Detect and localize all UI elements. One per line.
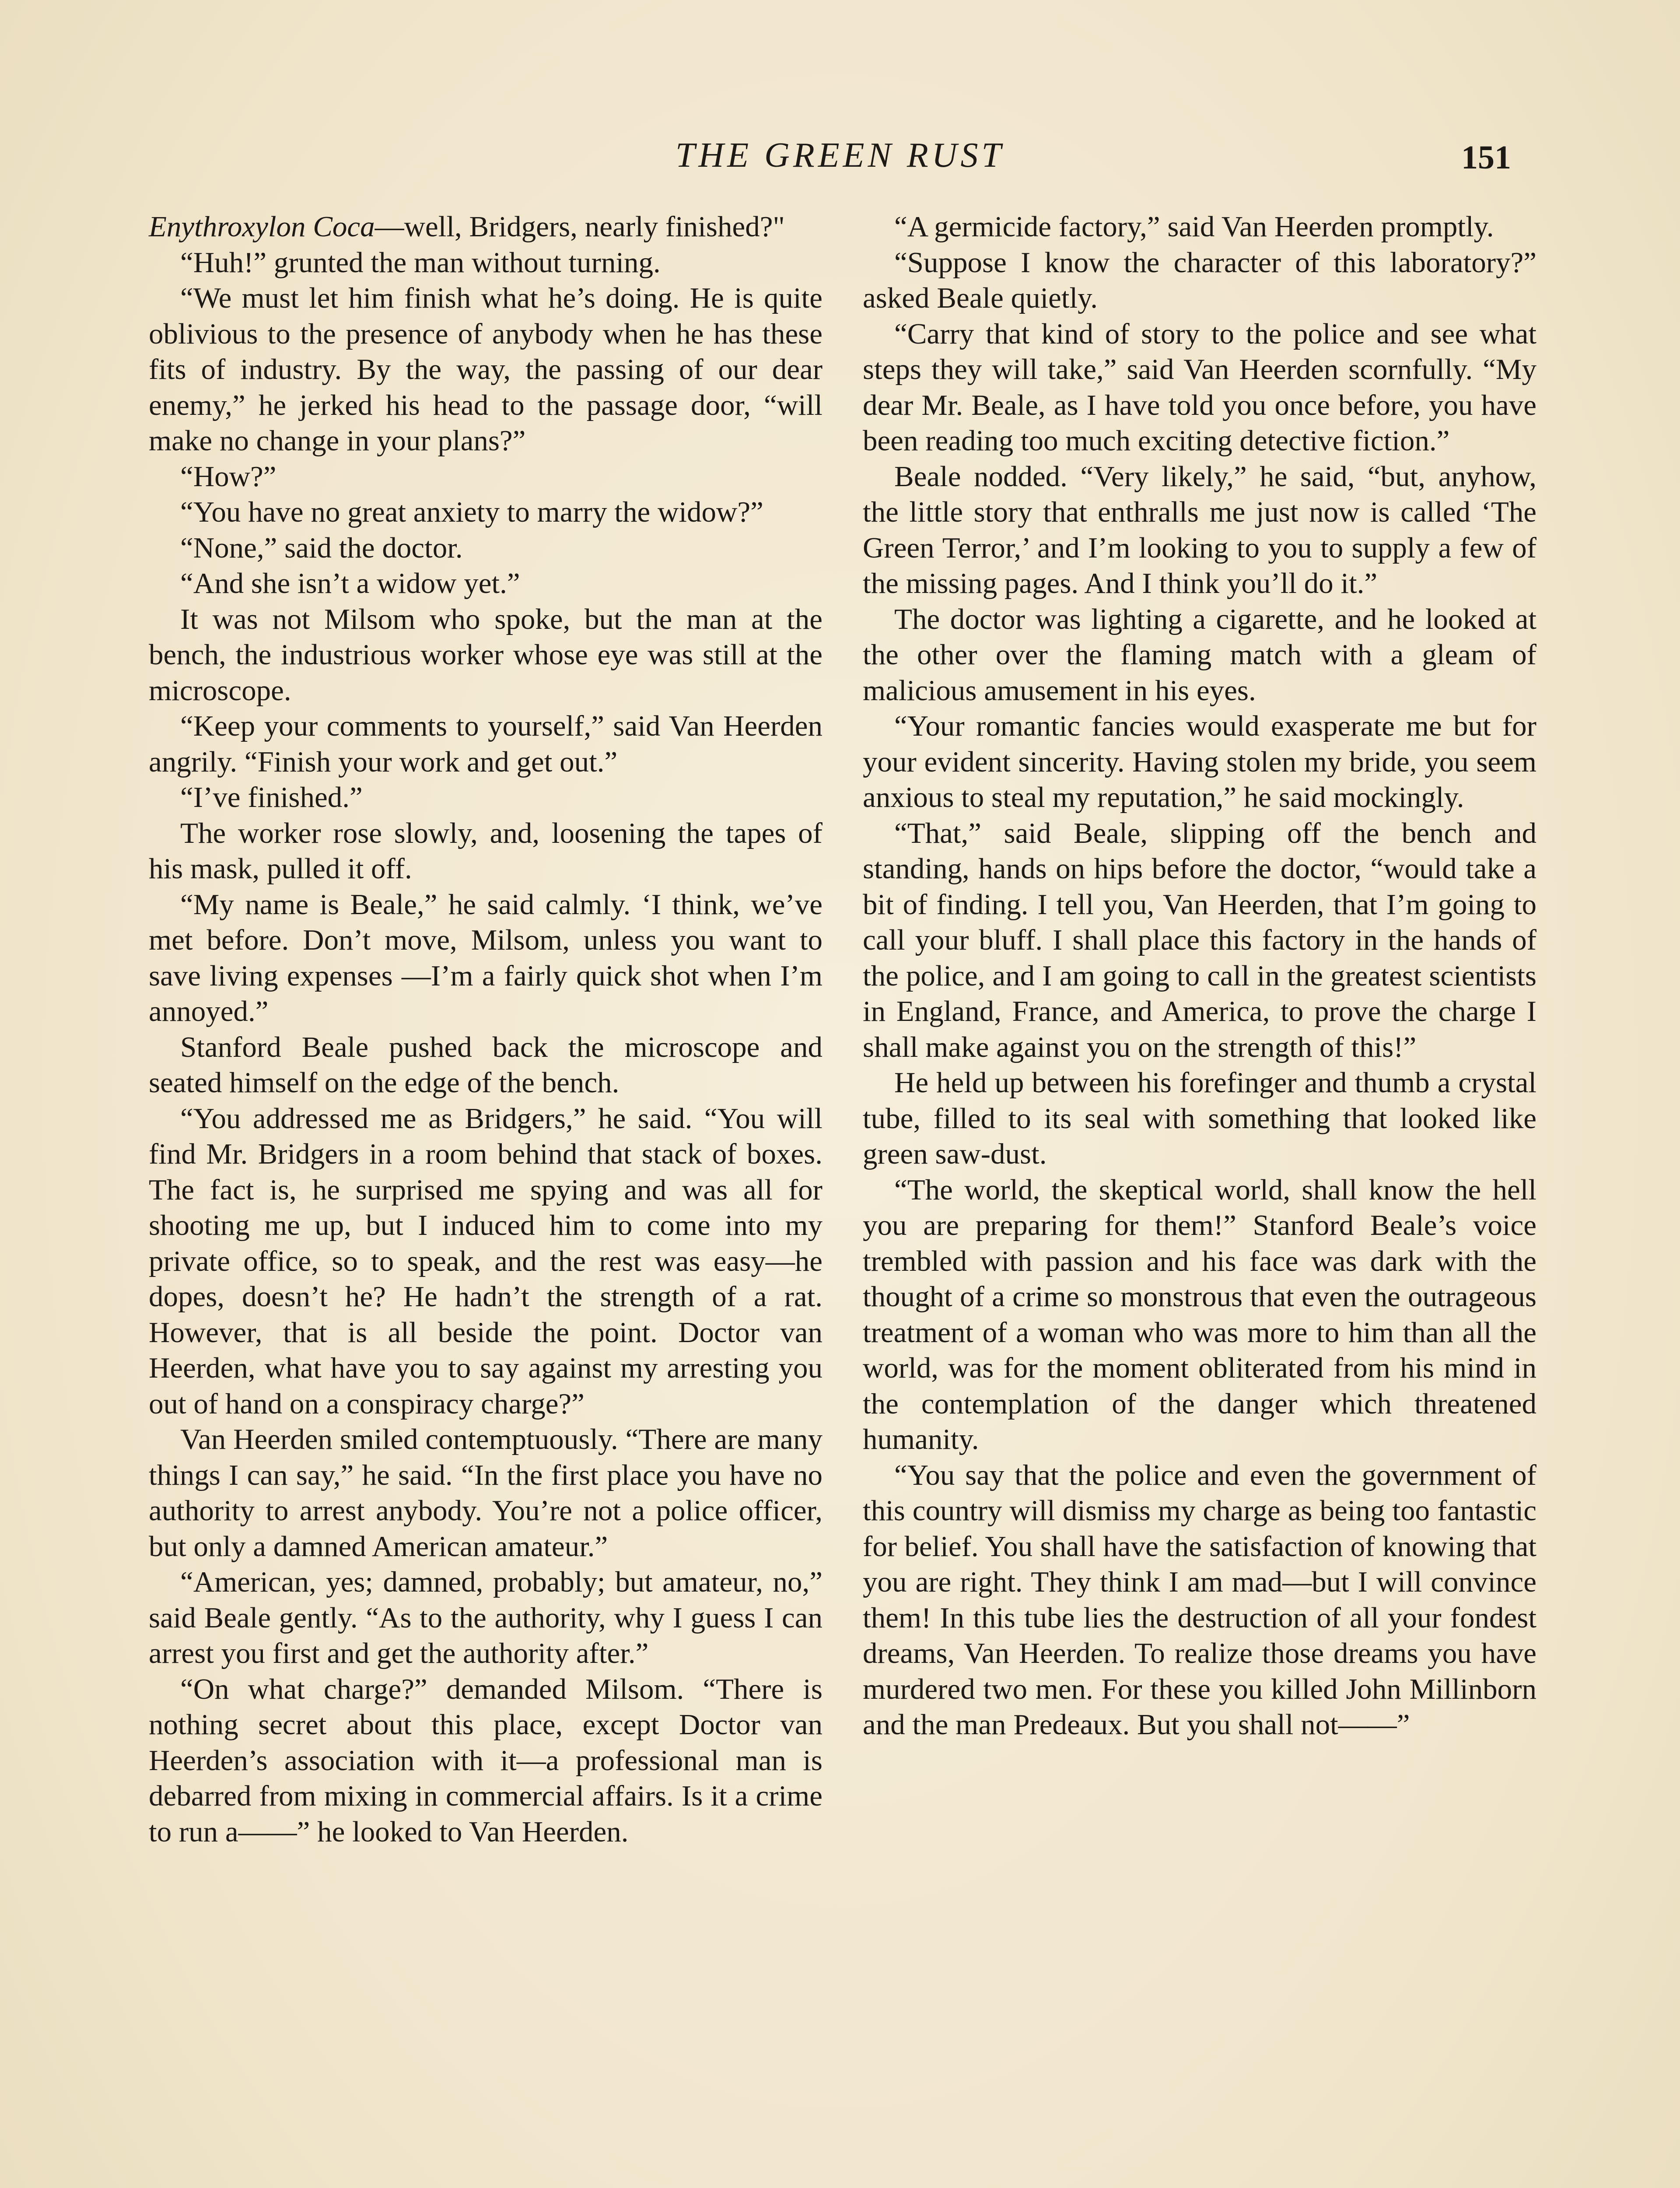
right-text-column [863, 209, 1536, 1743]
paragraph [149, 1672, 822, 1850]
paragraph [149, 209, 822, 245]
paragraph [863, 708, 1536, 816]
paragraph [149, 530, 822, 566]
paragraph-text: The worker rose slowly, and, loosening the tapes of his mask, pulled it off. [149, 817, 822, 885]
paragraph-text: “And she isn’t a widow yet.” [180, 567, 520, 600]
paragraph-text: Van Heerden smiled contemptuously. “There are many things I can say,” he said. “In the first place you have no authority to arrest anybody. You’re not a police officer, but only a damned American amateur.” [149, 1423, 822, 1563]
paragraph-text: “American, yes; damned, probably; but amateur, no,” said Beale gently. “As to the authority, why I guess I can arrest you first and get the authority after.” [149, 1566, 822, 1669]
paragraph-text: It was not Milsom who spoke, but the man at the bench, the industrious worker whose eye was still at the microscope. [149, 603, 822, 707]
paragraph-text: “The world, the skeptical world, shall know the hell you are preparing for them!” Stanford Beale’s voice trembled with passion and his face was dark with the thought of a crime so monstrous that even the outrageous treatment of a woman who was more to him than all the world, was for the moment obliterated from his mind in the contemplation of the danger which threatened humanity. [863, 1173, 1536, 1455]
paragraph [149, 566, 822, 602]
paragraph-text: “None,” said the doctor. [180, 531, 463, 564]
paragraph [863, 1065, 1536, 1172]
paragraph [863, 245, 1536, 316]
paragraph-text: “Huh!” grunted the man without turning. [180, 246, 661, 279]
paragraph-text: “A germicide factory,” said Van Heerden promptly. [894, 210, 1494, 243]
paragraph-text: “Keep your comments to yourself,” said Van Heerden angrily. “Finish your work and get out.” [149, 710, 822, 778]
paragraph [149, 1564, 822, 1672]
paragraph-text: “Carry that kind of story to the police and see what steps they will take,” said Van Heerden scornfully. “My dear Mr. Beale, as I have told you once before, you have been reading too much exciting detective fiction.” [863, 317, 1536, 457]
paragraph-text: “That,” said Beale, slipping off the bench and standing, hands on hips before the doctor, “would take a bit of finding. I tell you, Van Heerden, that I’m going to call your bluff. I shall place this factory in the hands of the police, and I am going to call in the greatest scientists in England, France, and America, to prove the charge I shall make against you on the strength of this!” [863, 817, 1536, 1063]
paragraph [149, 245, 822, 281]
running-title: THE GREEN RUST [676, 136, 1004, 175]
paragraph [149, 887, 822, 1030]
paragraph [149, 1030, 822, 1101]
page-number: 151 [1461, 139, 1511, 176]
paragraph [863, 316, 1536, 459]
paragraph-text: He held up between his forefinger and thumb a crystal tube, filled to its seal with something that looked like green saw-dust. [863, 1066, 1536, 1170]
paragraph-text: “You addressed me as Bridgers,” he said. “You will find Mr. Bridgers in a room behind that stack of boxes. The fact is, he surprised me spying and was all for shooting me up, but I induced him to come into my private office, so to speak, and the rest was easy—he dopes, doesn’t he? He hadn’t the strength of a rat. However, that is all beside the point. Doctor van Heerden, what have you to say against my arresting you out of hand on a conspiracy charge?” [149, 1102, 822, 1420]
paragraph [149, 1101, 822, 1422]
paragraph-text: “On what charge?” demanded Milsom. “There is nothing secret about this place, except Doctor van Heerden’s association with it—a professional man is debarred from mixing in commercial affairs. Is it a crime to run a——” he looked to Van Heerden. [149, 1673, 822, 1848]
paragraph [863, 816, 1536, 1066]
paragraph [149, 708, 822, 780]
paragraph-text: “I’ve finished.” [180, 781, 363, 813]
paragraph-text: —well, Bridgers, nearly finished?" [374, 210, 785, 243]
paragraph [149, 780, 822, 816]
paragraph-text: “You say that the police and even the government of this country will dismiss my charge as being too fantastic for belief. You shall have the satisfaction of knowing that you are right. They think I am mad—but I will convince them! In this tube lies the destruction of all your fondest dreams, Van Heerden. To realize those dreams you have murdered two men. For these you killed John Millinborn and the man Predeaux. But you shall not——” [863, 1459, 1536, 1741]
left-text-column [149, 209, 822, 1850]
paragraph-text: “How?” [180, 460, 276, 493]
paragraph [149, 602, 822, 709]
paragraph [863, 1458, 1536, 1743]
paragraph [863, 459, 1536, 602]
paragraph-text: The doctor was lighting a cigarette, and he looked at the other over the flaming match with a gleam of malicious amusement in his eyes. [863, 603, 1536, 707]
paragraph [863, 602, 1536, 709]
paragraph-text: Stanford Beale pushed back the microscope and seated himself on the edge of the bench. [149, 1031, 822, 1099]
paragraph [863, 1172, 1536, 1458]
paragraph [149, 281, 822, 459]
paragraph [863, 209, 1536, 245]
paragraph [149, 459, 822, 495]
paragraph-text: “Suppose I know the character of this laboratory?” asked Beale quietly. [863, 246, 1536, 314]
paragraph-text: “We must let him finish what he’s doing. He is quite oblivious to the presence of anybody when he has these fits of industry. By the way, the passing of our dear enemy,” he jerked his head to the passage door, “will make no change in your plans?” [149, 282, 822, 457]
paragraph-text: “Your romantic fancies would exasperate me but for your evident sincerity. Having stolen my bride, you seem anxious to steal my reputation,” he said mockingly. [863, 710, 1536, 813]
paragraph [149, 494, 822, 530]
italic-lead-text: Enythroxylon Coca [149, 210, 375, 243]
paragraph-text: Beale nodded. “Very likely,” he said, “but, anyhow, the little story that enthralls me just now is called ‘The Green Terror,’ and I’m looking to you to supply a few of the missing pages. And I think you’ll do it.” [863, 460, 1536, 600]
paragraph-text: “My name is Beale,” he said calmly. ‘I think, we’ve met before. Don’t move, Milsom, unless you want to save living expenses —I’m a fairly quick shot when I’m annoyed.” [149, 888, 822, 1027]
paragraph [149, 816, 822, 887]
paragraph [149, 1422, 822, 1564]
paragraph-text: “You have no great anxiety to marry the widow?” [180, 496, 763, 528]
